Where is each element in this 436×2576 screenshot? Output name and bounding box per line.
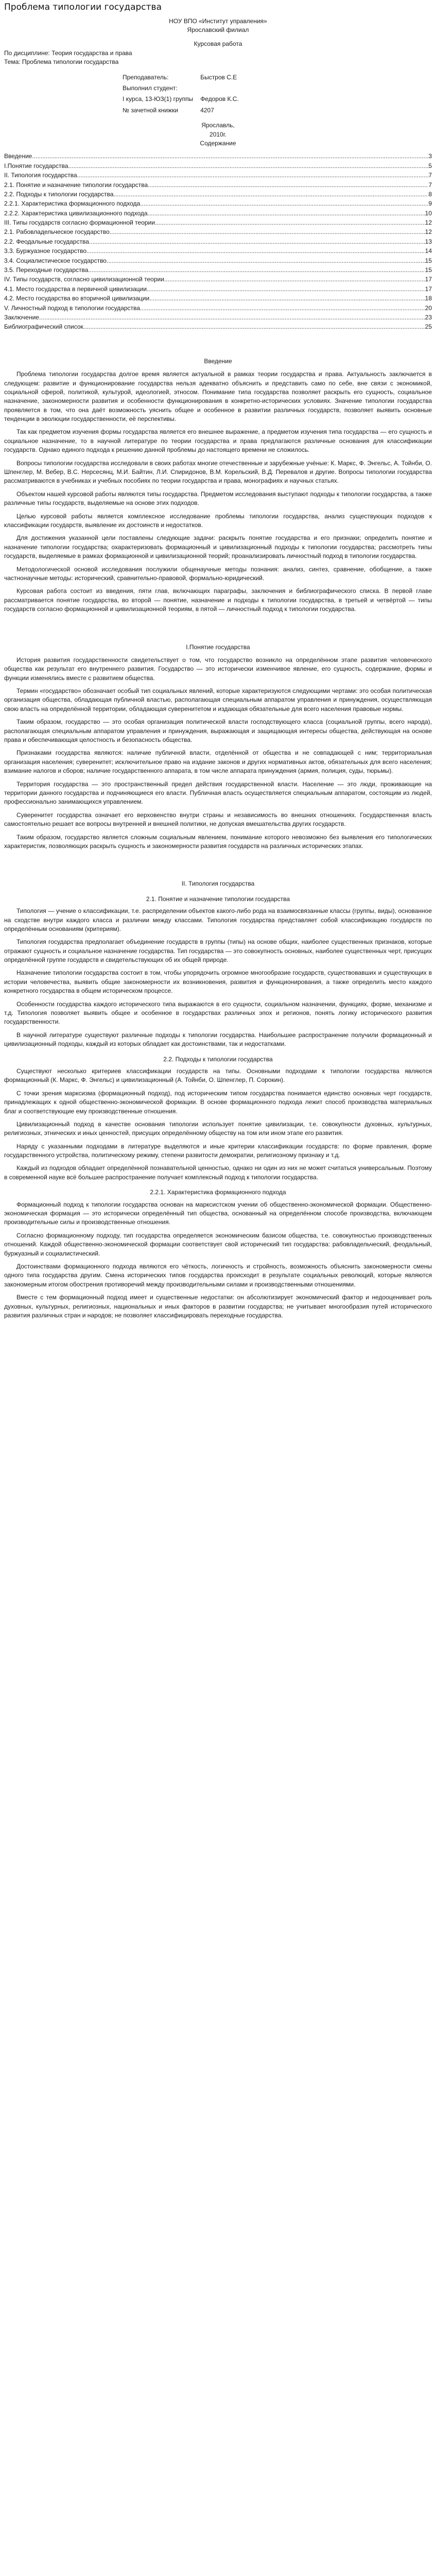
toc-item[interactable] xyxy=(4,152,432,161)
section-2-2-1-paragraph: Согласно формационному подходу, тип государства определяется экономическим базисом общества, т.е. совокупностью производственных отношений. Каждой общественно-экономической формации соответствует свой исторический тип государства: рабовладельческий, феодальный, буржуазный и социалистический. xyxy=(4,1231,432,1257)
toc-item[interactable] xyxy=(4,209,432,218)
toc-item-text: 2.1. Понятие и назначение типологии государства xyxy=(4,181,148,189)
toc-dot-leader xyxy=(164,275,425,284)
work-type: Курсовая работа xyxy=(194,40,242,48)
toc-dot-leader xyxy=(39,313,425,322)
toc-item[interactable] xyxy=(4,228,432,236)
toc-item[interactable] xyxy=(4,199,432,208)
institution-name: НОУ ВПО «Институт управления» xyxy=(169,17,267,25)
toc-item-text: 4.2. Место государства во вторичной цивилизации xyxy=(4,295,150,302)
intro-paragraph: Так как предметом изучения формы государства является его внешнее выражение, а предметом изучения типа государства — его сущность и социальное назначение, то в научной литературе по теории государства и права предлагаются различные основания для классификации государств. Однако единого подхода к решению данной проблемы до настоящего времени не сложилось. xyxy=(4,428,432,454)
chapter-1-section xyxy=(4,643,432,851)
toc-item-text: 3.4. Социалистическое государство xyxy=(4,257,107,264)
introduction-section xyxy=(4,357,432,614)
table-of-contents xyxy=(4,139,432,332)
chapter-2-heading: II. Типология государства xyxy=(181,880,255,888)
toc-dot-leader xyxy=(140,304,425,313)
toc-item-page: 13 xyxy=(425,238,432,245)
supervisor-name: Быстров С.Е xyxy=(200,73,237,81)
toc-dot-leader xyxy=(113,190,428,199)
section-2-2-paragraph: Каждый из подходов обладает определённой познавательной ценностью, однако ни один из них не может считаться универсальным. Поэтому в современной науке всё большее распространение получает комплексный подход к типологии государства. xyxy=(4,1164,432,1181)
toc-dot-leader xyxy=(140,199,428,208)
intro-paragraph: Вопросы типологии государства исследовали в своих работах многие отечественные и зарубежные учёные: К. Маркс, Ф. Энгельс, А. Тойнби, О. Шпенглер, М. Вебер, В.С. Нерсесянц, М.И. Байтин, Л.И. Спиридонов, В.М. Корельский, В.Д. Перевалов и другие. Вопросы типологии государства рассматриваются в учебниках и учебных пособиях по теории государства и права, монографиях и научных статьях. xyxy=(4,459,432,485)
student-name: Федоров К.С. xyxy=(200,95,239,103)
toc-item-page: 8 xyxy=(428,190,432,198)
toc-item-text: Библиографический список xyxy=(4,323,83,331)
toc-item-page: 7 xyxy=(428,181,432,189)
section-2-2-1-heading: 2.2.1. Характеристика формационного подхода xyxy=(150,1189,286,1196)
toc-item-page: 14 xyxy=(425,247,432,255)
section-2-1-paragraph: В научной литературе существуют различные подходы к типологии государства. Наибольшее распространение получили формационный и цивилизационный подходы, каждый из которых обладает как достоинствами, так и недостатками. xyxy=(4,1031,432,1048)
toc-dot-leader xyxy=(110,228,425,236)
toc-item[interactable] xyxy=(4,181,432,190)
toc-item-text: 2.1. Рабовладельческое государство xyxy=(4,228,110,236)
toc-item[interactable] xyxy=(4,323,432,331)
intro-paragraph: Методологической основой исследования послужили общенаучные методы познания: анализ, синтез, сравнение, обобщение, а также частнонаучные методы: исторический, сравнительно-правовой, формально-юридический. xyxy=(4,565,432,582)
topic-line: Тема: Проблема типологии государства xyxy=(4,58,119,66)
chapter-2-section xyxy=(4,879,432,1320)
toc-list xyxy=(4,152,432,331)
toc-item[interactable] xyxy=(4,162,432,171)
toc-item[interactable] xyxy=(4,294,432,303)
year: 2010г. xyxy=(210,130,226,138)
toc-item-page: 23 xyxy=(425,313,432,321)
toc-item-page: 18 xyxy=(425,295,432,302)
record-label: № зачетной книжки xyxy=(123,106,179,114)
chapter-1-paragraph: История развития государственности свидетельствует о том, что государство возникло на определённом этапе развития человеческого общества как результат его внутреннего развития. Государство — это исторически изменчивое явление, его сущность, содержание, формы и функции изменялись вместе с развитием общества. xyxy=(4,656,432,682)
chapter-1-paragraph: Таким образом, государство является сложным социальным явлением, понимание которого невозможно без выявления его типологических характеристик, позволяющих раскрыть сущность и закономерности развития государств на различных исторических этапах. xyxy=(4,833,432,850)
branch-name: Ярославский филиал xyxy=(187,26,249,34)
toc-dot-leader xyxy=(148,181,428,190)
toc-item[interactable] xyxy=(4,275,432,284)
chapter-1-paragraph: Территория государства — это пространственный предел действия государственной власти. Население — это люди, проживающие на территории данного государства и подчиняющиеся его власти. Публичная власть осуществляется специальным аппаратом, состоящим из людей, профессионально занимающихся управлением. xyxy=(4,780,432,806)
document-title: Проблема типологии государства xyxy=(4,2,162,12)
toc-item-text: 2.2.1. Характеристика формационного подхода xyxy=(4,200,141,208)
toc-item-page: 15 xyxy=(425,257,432,264)
toc-item-text: 2.2. Подходы к типологии государства xyxy=(4,190,114,198)
toc-item[interactable] xyxy=(4,218,432,227)
chapter-1-heading: I.Понятие государства xyxy=(186,643,250,651)
toc-item-text: 3.5. Переходные государства xyxy=(4,266,89,274)
city: Ярославль, xyxy=(201,122,235,129)
toc-item-text: 2.2.2. Характеристика цивилизационного подхода xyxy=(4,209,148,217)
toc-item-page: 12 xyxy=(425,219,432,227)
toc-item-text: V. Личностный подход в типологии государства xyxy=(4,304,140,312)
section-2-2-heading: 2.2. Подходы к типологии государства xyxy=(163,1055,273,1063)
toc-item-page: 3 xyxy=(428,152,432,160)
section-2-2-paragraph: Цивилизационный подход в качестве основания типологии использует понятие цивилизации, т.е. совокупности духовных, культурных, религиозных, этнических и иных ценностей, присущих определённому обществу на том или ином этапе его развития. xyxy=(4,1120,432,1137)
toc-item[interactable] xyxy=(4,285,432,294)
toc-dot-leader xyxy=(86,247,425,256)
toc-item-text: II. Типология государства xyxy=(4,172,77,179)
toc-item-text: 2.2. Феодальные государства xyxy=(4,238,89,245)
chapter-1-paragraph: Признаками государства являются: наличие публичной власти, отделённой от общества и не совпадающей с ним; территориальная организация населения; суверенитет; исключительное право на издание законов и других нормативных актов, обязательных для всего населения; взимание налогов и сборов; наличие государственного аппарата, в том числе аппарата принуждения (армия, полиция, суды, тюрьмы). xyxy=(4,749,432,775)
section-2-2-paragraph: Существуют несколько критериев классификации государств на типы. Основными подходами к типологии государства являются формационный (К. Маркс, Ф. Энгельс) и цивилизационный (А. Тойнби, О. Шпенглер, П. Сорокин). xyxy=(4,1067,432,1084)
toc-dot-leader xyxy=(107,257,425,265)
toc-item-page: 9 xyxy=(428,200,432,208)
toc-item-page: 7 xyxy=(428,172,432,179)
title-page xyxy=(4,17,432,139)
toc-dot-leader xyxy=(89,238,425,246)
section-2-1-paragraph: Типология государства предполагает объединение государств в группы (типы) на основе общих, наиболее существенных признаков, которые отражают сущность и социальное назначение государства. Тип государства — это совокупность основных, наиболее существенных черт, присущих определённой группе государств и свидетельствующих об их общей природе. xyxy=(4,938,432,964)
intro-paragraph: Для достижения указанной цели поставлены следующие задачи: раскрыть понятие государства и его признаки; определить понятие и назначение типологии государства; охарактеризовать формационный и цивилизационный подходы к типологии государства; рассмотреть типы государств, выделяемые в рамках формационной и цивилизационной теорий; проанализировать личностный подход в типологии государства. xyxy=(4,534,432,560)
section-2-1-paragraph: Особенности государства каждого исторического типа выражаются в его сущности, социальном назначении, функциях, форме, механизме и т.д. Типология позволяет выявить общее и особенное в государствах различных эпох и регионов, понять логику исторического развития государственности. xyxy=(4,1000,432,1026)
toc-item[interactable] xyxy=(4,171,432,180)
toc-item-page: 12 xyxy=(425,228,432,236)
toc-item-page: 17 xyxy=(425,276,432,283)
toc-dot-leader xyxy=(149,294,425,303)
toc-item-page: 15 xyxy=(425,266,432,274)
section-2-2-paragraph: С точки зрения марксизма (формационный подход), под историческим типом государства понимается единство основных черт государств, принадлежащих к одной общественно-экономической формации. В основе формационного подхода лежит способ производства материальных благ и соответствующие ему производственные отношения. xyxy=(4,1089,432,1115)
toc-item[interactable] xyxy=(4,304,432,313)
intro-paragraph: Целью курсовой работы является комплексное исследование проблемы типологии государства, анализ существующих подходов к классификации государств, выявление их достоинств и недостатков. xyxy=(4,512,432,529)
supervisor-label: Преподаватель: xyxy=(123,73,169,81)
toc-item-page: 10 xyxy=(425,209,432,217)
toc-item[interactable] xyxy=(4,238,432,246)
section-2-1-heading: 2.1. Понятие и назначение типологии государства xyxy=(146,895,290,903)
group-label: I курса, 13-ЮЗ(1) группы xyxy=(123,95,194,103)
section-2-2-paragraph: Наряду с указанными подходами в литературе выделяются и иные критерии классификации государств: по форме правления, форме государственного устройства, политическому режиму, степени развитости демократии, религиозному признаку и т.д. xyxy=(4,1142,432,1159)
section-2-2-paragraphs xyxy=(4,1067,432,1182)
intro-paragraph: Объектом нашей курсовой работы являются типы государства. Предметом исследования выступают подходы к типологии государства, а также различные типы государств, выделяемые на основе этих подходов. xyxy=(4,490,432,507)
toc-dot-leader xyxy=(88,266,425,275)
performed-label: Выполнил студент: xyxy=(123,84,178,92)
toc-item[interactable] xyxy=(4,190,432,199)
signature-table xyxy=(123,72,246,116)
toc-item-text: 4.1. Место государства в первичной цивилизации xyxy=(4,285,147,293)
toc-dot-leader xyxy=(32,152,428,161)
toc-item-text: III. Типы государств согласно формационной теории xyxy=(4,219,155,227)
toc-dot-leader xyxy=(83,323,425,331)
section-2-1-paragraphs xyxy=(4,907,432,1048)
intro-paragraph: Проблема типологии государства долгое время является актуальной в рамках теории государства и права. Актуальность заключается в следующем: развитие и функционирование государства нельзя адекватно объяснить и представить само по себе, вне связи с экономикой, социальной сферой, политикой, культурой, идеологией, этносом. Понимание типа государства позволяет раскрыть его сущность, социальное назначение, закономерности развития и особенности функционирования в конкретно-исторических условиях. Значение типологии государства проявляется в том, что она даёт возможность уяснить общее и особенное в развитии различных государств, позволяет выявить основные тенденции в эволюции государственности, её перспективы. xyxy=(4,370,432,423)
toc-item-page: 17 xyxy=(425,285,432,293)
section-2-2-1-paragraphs xyxy=(4,1200,432,1320)
toc-item-text: 3.3. Буржуазное государство xyxy=(4,247,87,255)
section-2-2-1-paragraph: Достоинствами формационного подхода являются его чёткость, логичность и стройность, возможность объяснить закономерности смены одного типа государства другим. Смена исторических типов государства происходит в результате социальных революций, которые являются закономерным итогом обострения противоречий между производительными силами и производственными отношениями. xyxy=(4,1263,432,1288)
toc-item[interactable] xyxy=(4,313,432,322)
toc-item-page: 5 xyxy=(428,162,432,170)
toc-dot-leader xyxy=(147,285,425,294)
toc-item-text: Заключение xyxy=(4,313,39,321)
toc-item-page: 25 xyxy=(425,323,432,331)
section-2-2-1-paragraph: Вместе с тем формационный подход имеет и существенные недостатки: он абсолютизирует экономический фактор и недооценивает роль духовных, культурных, религиозных, национальных и иных факторов в развитии государства; не учитывает многообразия путей исторического развития различных стран и народов; не позволяет классифицировать переходные государства. xyxy=(4,1294,432,1319)
toc-item-page: 20 xyxy=(425,304,432,312)
section-2-2-1-paragraph: Формационный подход к типологии государства основан на марксистском учении об общественно-экономической формации. Общественно-экономическая формация — это исторически определённый тип общества, основанный на определённом способе производства, включающем производительные силы и производственные отношения. xyxy=(4,1200,432,1226)
intro-heading: Введение xyxy=(204,357,232,365)
intro-paragraphs xyxy=(4,370,432,614)
toc-item-text: Введение xyxy=(4,152,32,160)
chapter-1-paragraph: Таким образом, государство — это особая организация политической власти господствующего класса (социальной группы, всего народа), располагающая специальным аппаратом управления и принуждения, выражающая и защищающая интересы общества, действующая на основе права и обеспечивающая целостность и безопасность общества. xyxy=(4,718,432,744)
toc-item[interactable] xyxy=(4,257,432,265)
section-2-1-paragraph: Типология — учение о классификации, т.е. распределении объектов какого-либо рода на взаимосвязанные классы (группы, виды), основанное на сходстве внутри каждого класса и различии между классами. Типология государства представляет собой классификацию государств по определённым основаниям (критериям). xyxy=(4,907,432,933)
chapter-1-paragraph: Суверенитет государства означает его верховенство внутри страны и независимость во внешних отношениях. Государственная власть самостоятельно решает все вопросы внутренней и внешней политики, не допуская вмешательства других государств. xyxy=(4,811,432,828)
toc-item-text: IV. Типы государств, согласно цивилизационной теории xyxy=(4,276,164,283)
toc-item-text: I.Понятие государства xyxy=(4,162,68,170)
toc-dot-leader xyxy=(68,162,428,171)
intro-paragraph: Курсовая работа состоит из введения, пяти глав, включающих параграфы, заключения и библиографического списка. В первой главе рассматривается понятие государства, во второй — понятие, назначение и подходы к типологии государства, в третьей и четвёртой — типы государств согласно формационной и цивилизационной теориям, в пятой — личностный подход к типологии государства. xyxy=(4,587,432,613)
chapter-1-paragraph: Термин «государство» обозначает особый тип социальных явлений, которые характеризуются следующими чертами: это особая политическая организация общества, обладающая публичной властью, располагающая специальным аппаратом управления и принуждения, осуществляющая свою власть на определённой территории, обладающая суверенитетом и издающая обязательные для всего населения правовые нормы. xyxy=(4,687,432,713)
toc-item[interactable] xyxy=(4,247,432,256)
toc-dot-leader xyxy=(148,209,425,218)
subject-line: По дисциплине: Теория государства и права xyxy=(4,49,132,57)
toc-dot-leader xyxy=(77,171,429,180)
toc-dot-leader xyxy=(155,218,425,227)
section-2-1-paragraph: Назначение типологии государства состоит в том, чтобы упорядочить огромное многообразие государств, существовавших и существующих в истории человечества, выявить общие закономерности их возникновения, развития и функционирования, а также определить место каждого конкретного государства в общем историческом процессе. xyxy=(4,969,432,995)
chapter-1-paragraphs xyxy=(4,656,432,851)
toc-heading: Содержание xyxy=(200,139,236,147)
toc-item[interactable] xyxy=(4,266,432,275)
record-number: 4207 xyxy=(200,106,214,114)
